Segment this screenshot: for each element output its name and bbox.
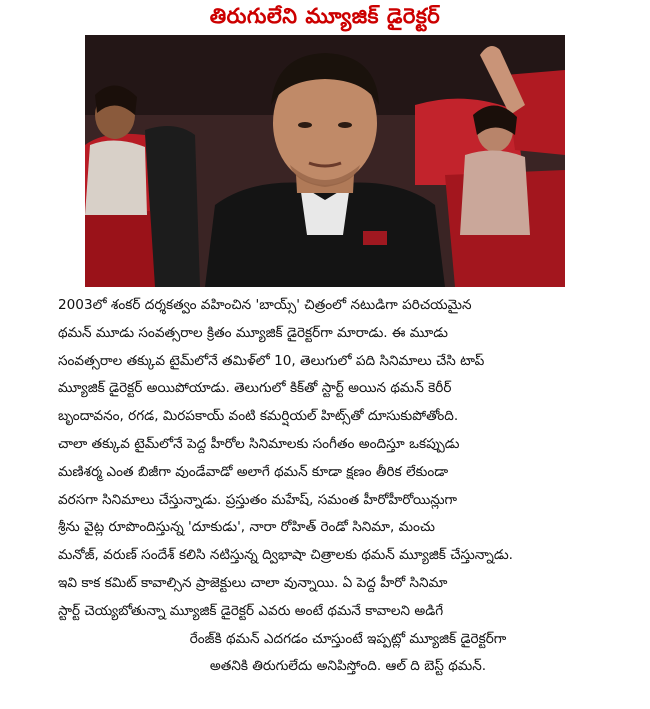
article-line: బృందావనం, రగడ, మిరపకాయ్ వంటి కమర్షియల్ హిట్స్‌తో దూసుకుపోతోంది.: [58, 408, 459, 425]
article-line: చాలా తక్కువ టైమ్‌లోనే పెద్ద హీరోల సినిమాలకు సంగీతం అందిస్తూ ఒకప్పుడు: [58, 435, 460, 452]
article-line: మణిశర్మ ఎంత బిజీగా వుండేవాడో అలాగే థమన్ కూడా క్షణం తీరిక లేకుండా: [58, 463, 449, 480]
article-line: వరసగా సినిమాలు చేస్తున్నాడు. ప్రస్తుతం మహేష్, సమంత హీరోహీరోయిన్లుగా: [58, 491, 458, 508]
article-line: మ్యూజిక్ డైరెక్టర్ అయిపోయాడు. తెలుగులో కిక్‌తో స్టార్ట్ అయిన థమన్ కెరీర్: [58, 380, 452, 397]
article-photo: [85, 35, 565, 287]
article-line: శ్రీను వైట్ల రూపొందిస్తున్న 'దూకుడు', నారా రోహిత్ రెండో సినిమా, మంచు: [58, 519, 435, 536]
photo-illustration: [85, 35, 565, 287]
article-line: సంవత్సరాల తక్కువ టైమ్‌లోనే తమిళ్‌లో 10, తెలుగులో పది సినిమాలు చేసి టాప్: [58, 352, 485, 369]
article-line: మనోజ్, వరుణ్ సందేశ్ కలిసి నటిస్తున్న ద్విభాషా చిత్రాలకు థమన్ మ్యూజిక్ చేస్తున్నాడు.: [58, 547, 513, 564]
article-line: స్టార్ట్ చెయ్యబోతున్నా మ్యూజిక్ డైరెక్టర్ ఎవరు అంటే థమనే కావాలని అడిగే: [58, 602, 444, 619]
article-line: రేంజ్‌కి థమన్ ఎదగడం చూస్తుంటే ఇప్పట్లో మ్యూజిక్ డైరెక్టర్‌గా: [189, 630, 507, 647]
article-line: ఇవి కాక కమిట్ కావాల్సిన ప్రాజెక్టులు చాలా వున్నాయి. ఏ పెద్ద హీరో సినిమా: [58, 574, 448, 591]
article-title: తిరుగులేని మ్యూజిక్ డైరెక్టర్: [209, 4, 441, 28]
article-line: 2003లో శంకర్ దర్శకత్వం వహించిన 'బాయ్స్' చిత్రంలో నటుడిగా పరిచయమైన: [58, 297, 472, 313]
article-line: అతనికి తిరుగులేదు అనిపిస్తోంది. ఆల్ ది బెస్ట్ థమన్.: [209, 658, 487, 675]
article-line: థమన్ మూడు సంవత్సరాల క్రితం మ్యూజిక్ డైరెక్టర్‌గా మారాడు. ఈ మూడు: [58, 324, 448, 341]
article-body: [58, 292, 638, 681]
